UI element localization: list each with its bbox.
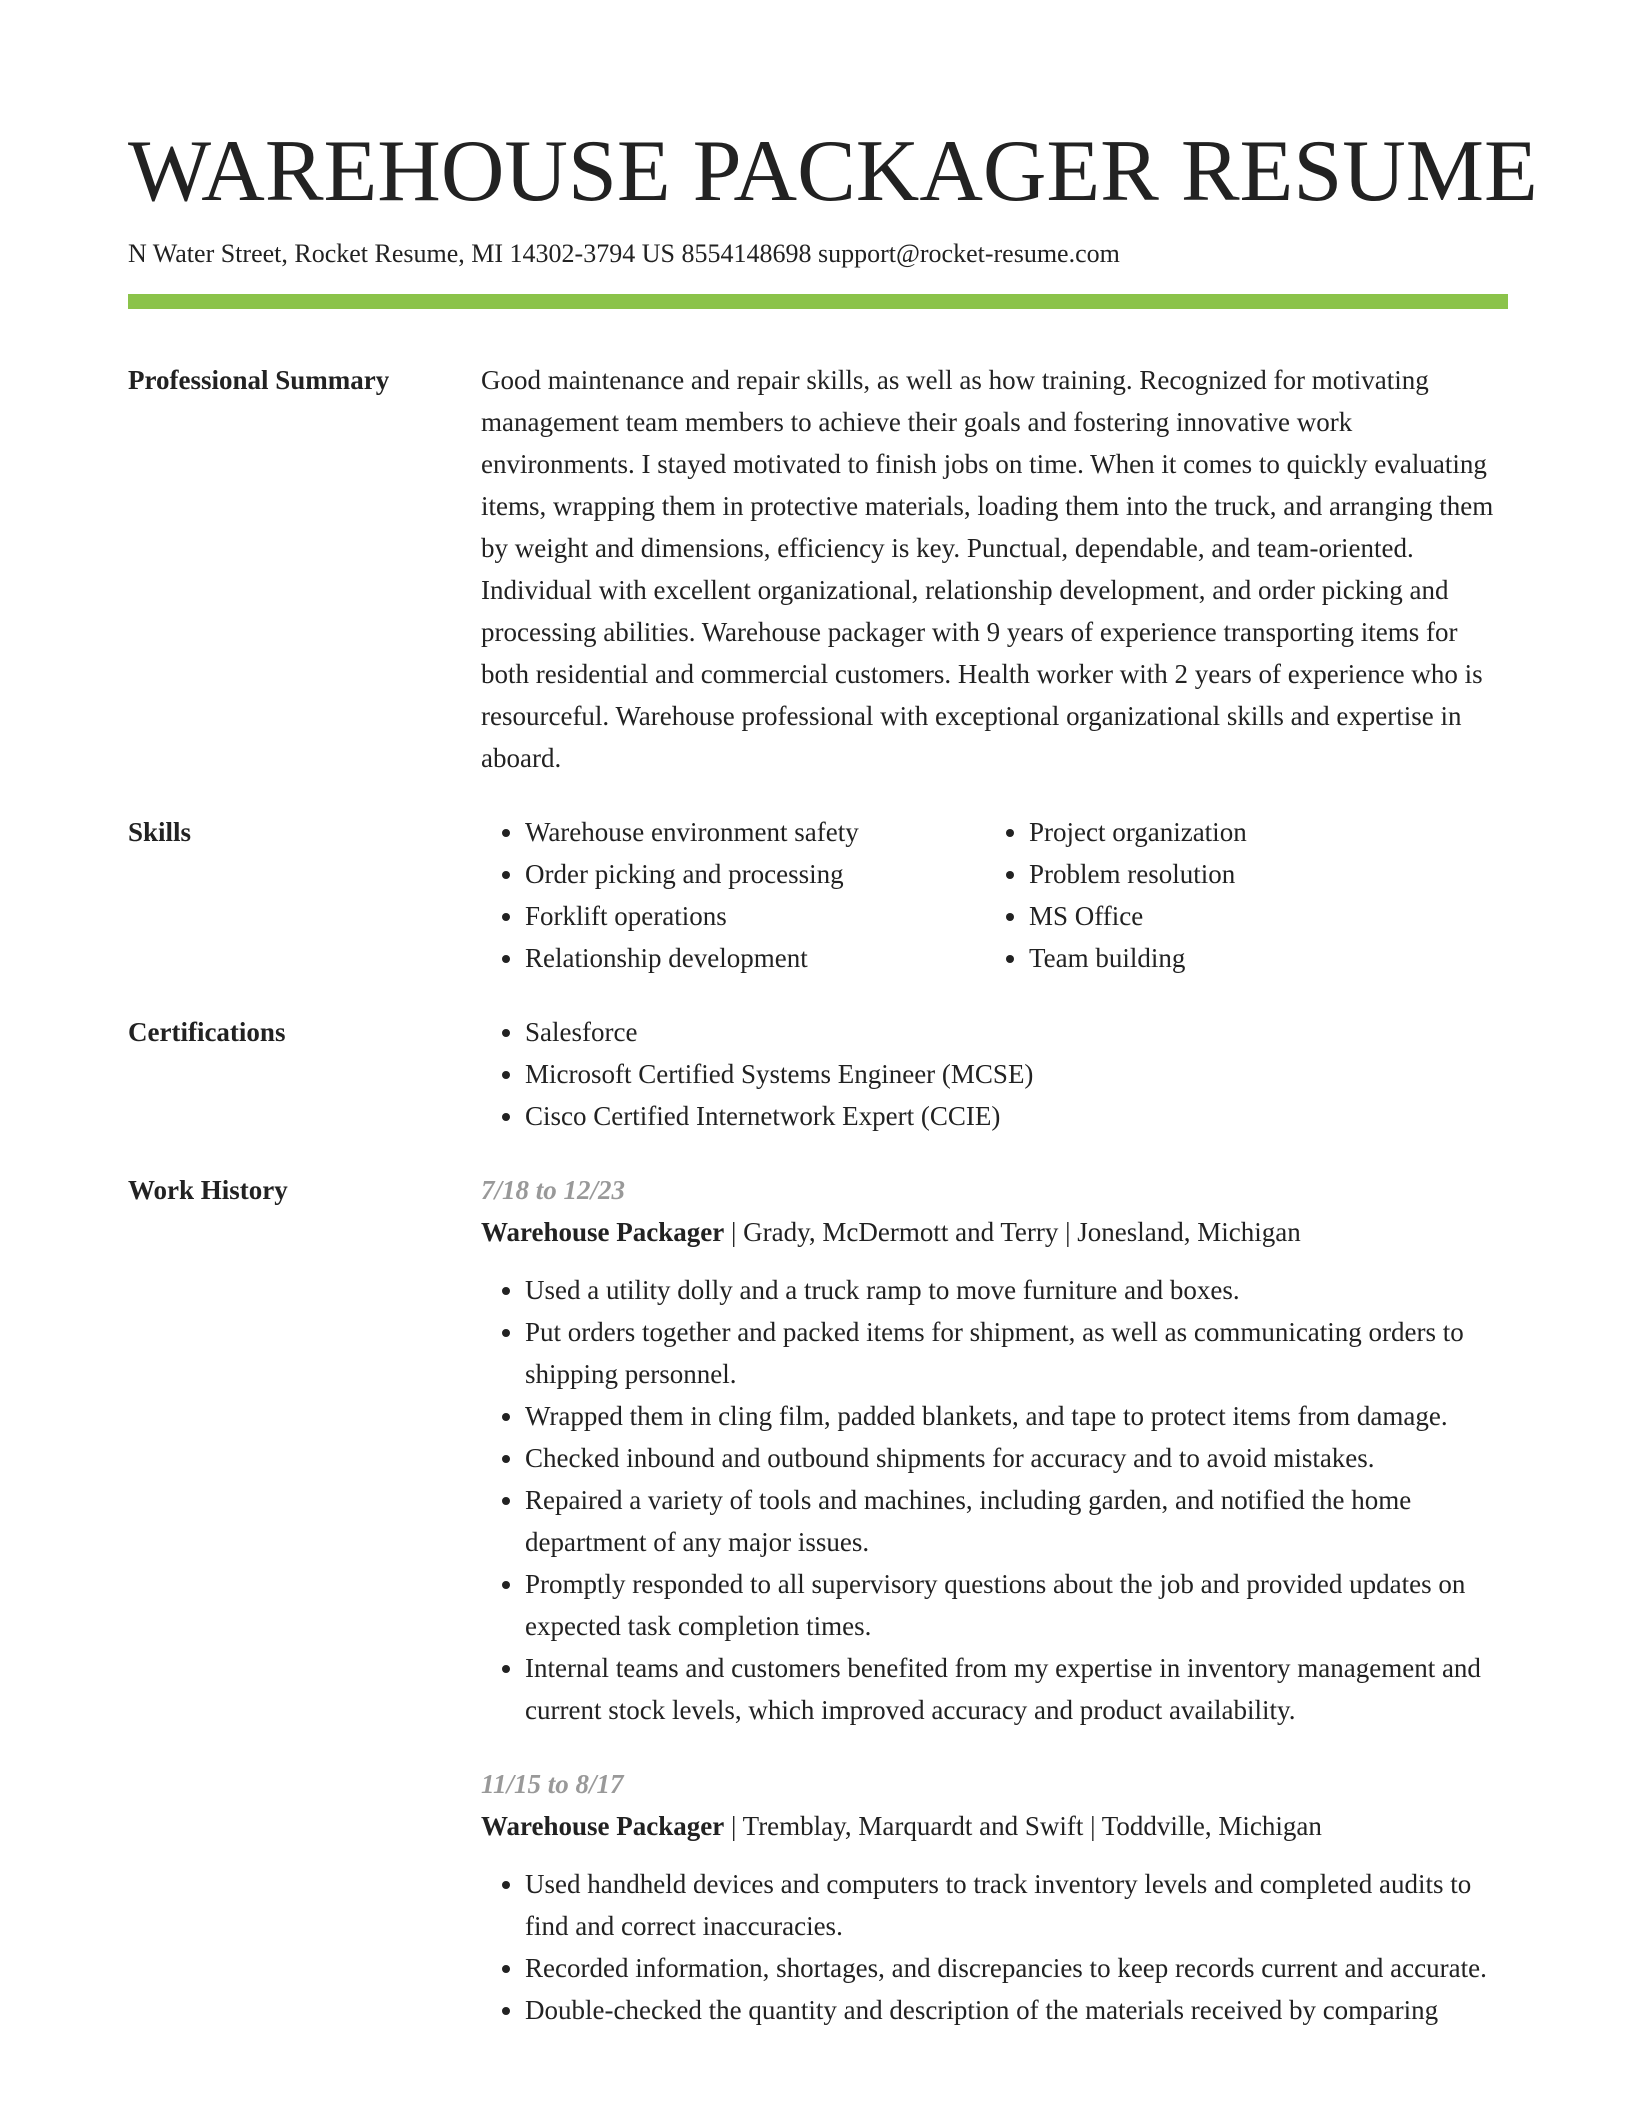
job-employer-location: | Tremblay, Marquardt and Swift | Toddville, Michigan <box>724 1811 1322 1841</box>
job-entry <box>481 1169 1508 1731</box>
section-label-certifications: Certifications <box>128 1017 286 1047</box>
resume-page <box>128 118 1538 2063</box>
job-duty: • Double-checked the quantity and description of the materials received by comparing <box>525 1989 1508 2031</box>
job-duty: • Wrapped them in cling film, padded blankets, and tape to protect items from damage. <box>525 1395 1508 1437</box>
skills-list-left <box>481 811 985 979</box>
job-duty: • Checked inbound and outbound shipments for accuracy and to avoid mistakes. <box>525 1437 1508 1479</box>
skills-columns <box>481 811 1508 979</box>
job-entry <box>481 1763 1508 2031</box>
contact-line: N Water Street, Rocket Resume, MI 14302-3794 US 8554148698 support@rocket-resume.com <box>128 239 1120 268</box>
job-title: Warehouse Packager <box>481 1217 725 1247</box>
job-duty: • Promptly responded to all supervisory questions about the job and provided updates on expected task completion times. <box>525 1563 1508 1647</box>
skills-list-right <box>985 811 1529 979</box>
skills-section <box>128 811 1508 979</box>
skill-item: • Team building <box>1029 937 1529 979</box>
skill-item: • Project organization <box>1029 811 1529 853</box>
job-duty: • Used a utility dolly and a truck ramp to move furniture and boxes. <box>525 1269 1508 1311</box>
certifications-section <box>128 1011 1508 1137</box>
job-duty: • Put orders together and packed items for shipment, as well as communicating orders to shipping personnel. <box>525 1311 1508 1395</box>
job-duty: • Repaired a variety of tools and machines, including garden, and notified the home department of any major issues. <box>525 1479 1508 1563</box>
job-dates: 7/18 to 12/23 <box>481 1175 626 1205</box>
summary-section <box>128 359 1508 779</box>
skill-item: • Warehouse environment safety <box>525 811 985 853</box>
certification-item: • Salesforce <box>525 1011 1508 1053</box>
summary-text: Good maintenance and repair skills, as well as how training. Recognized for motivating management team members to achieve their goals and fostering innovative work environments. I stayed motivated to finish jobs on time. When it comes to quickly evaluating items, wrapping them in protective materials, loading them into the truck, and arranging them by weight and dimensions, efficiency is key. Punctual, dependable, and team-oriented. Individual with excellent organizational, relationship development, and order picking and processing abilities. Warehouse packager with 9 years of experience transporting items for both residential and commercial customers. Health worker with 2 years of experience who is resourceful. Warehouse professional with exceptional organizational skills and expertise in aboard. <box>481 365 1494 773</box>
skill-item: • Problem resolution <box>1029 853 1529 895</box>
job-duties-list <box>481 1863 1508 2031</box>
job-dates: 11/15 to 8/17 <box>481 1769 624 1799</box>
job-employer-location: | Grady, McDermott and Terry | Jonesland, Michigan <box>724 1217 1301 1247</box>
skill-item: • MS Office <box>1029 895 1529 937</box>
job-duty: • Internal teams and customers benefited from my expertise in inventory management and current stock levels, which improved accuracy and product availability. <box>525 1647 1508 1731</box>
section-label-summary: Professional Summary <box>128 365 390 395</box>
skill-item: • Relationship development <box>525 937 985 979</box>
job-duties-list <box>481 1269 1508 1731</box>
job-title: Warehouse Packager <box>481 1811 725 1841</box>
job-duty: • Used handheld devices and computers to track inventory levels and completed audits to find and correct inaccuracies. <box>525 1863 1508 1947</box>
skill-item: • Forklift operations <box>525 895 985 937</box>
job-duty: • Recorded information, shortages, and discrepancies to keep records current and accurate. <box>525 1947 1508 1989</box>
certifications-body <box>481 1011 1508 1137</box>
work-history-body <box>481 1169 1508 2063</box>
certifications-list <box>481 1011 1508 1137</box>
job-heading <box>481 1805 1508 1847</box>
resume-title: WAREHOUSE PACKAGER RESUME <box>128 123 1538 220</box>
job-heading <box>481 1211 1508 1253</box>
skill-item: • Order picking and processing <box>525 853 985 895</box>
section-label-work-history: Work History <box>128 1175 288 1205</box>
work-history-section <box>128 1169 1508 2063</box>
section-label-skills: Skills <box>128 817 192 847</box>
certification-item: • Cisco Certified Internetwork Expert (CCIE) <box>525 1095 1508 1137</box>
accent-divider <box>128 294 1508 309</box>
certification-item: • Microsoft Certified Systems Engineer (MCSE) <box>525 1053 1508 1095</box>
